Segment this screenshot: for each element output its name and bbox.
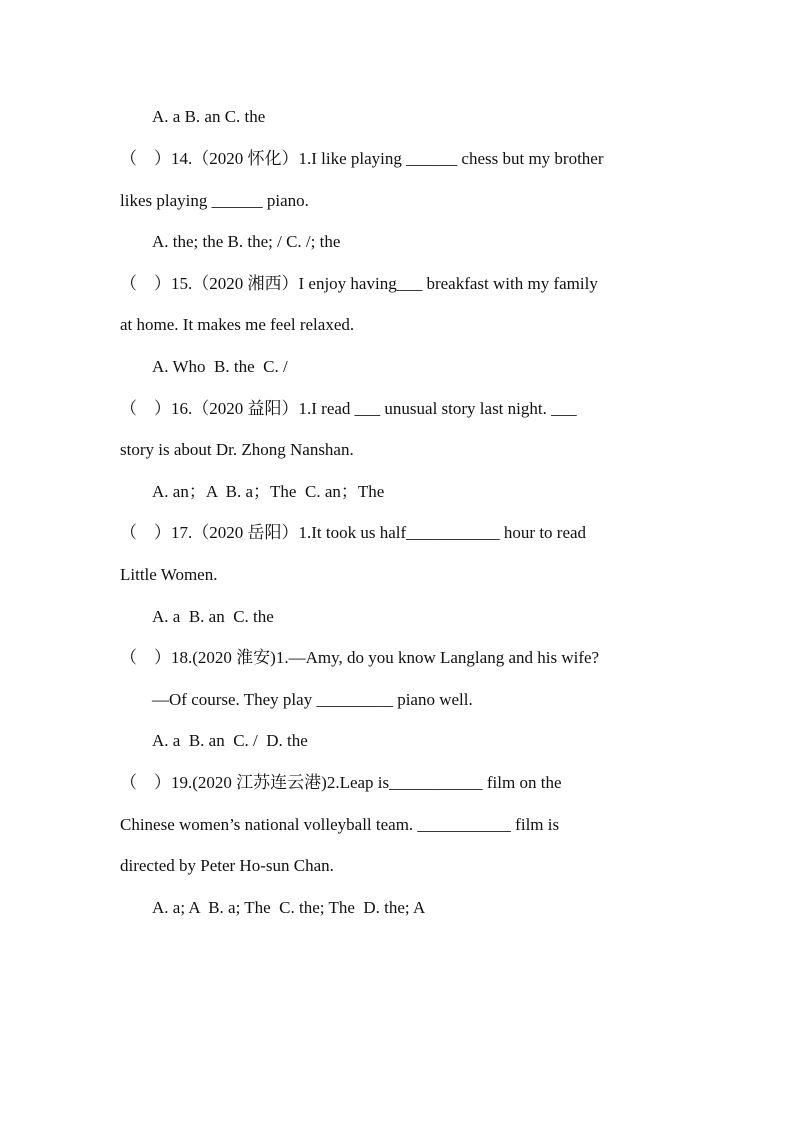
question-19-line-1: （ ）19.(2020 江苏连云港)2.Leap is___________ film on the [120,773,562,792]
option-line-18: A. a B. an C. / D. the [152,731,308,750]
option-line-14: A. the; the B. the; / C. /; the [152,232,341,251]
option-line-13: A. a B. an C. the [152,107,266,126]
question-17-line-2: Little Women. [120,565,218,584]
option-line-16: A. an；A B. a；The C. an；The [152,482,385,501]
question-14-line-2: likes playing ______ piano. [120,191,309,210]
option-line-17: A. a B. an C. the [152,607,274,626]
question-18-line-1: （ ）18.(2020 淮安)1.—Amy, do you know Langlang and his wife? [120,648,600,667]
option-line-15: A. Who B. the C. / [152,357,288,376]
question-15-line-1: （ ）15.（2020 湘西）I enjoy having___ breakfast with my family [120,274,598,293]
question-16-line-2: story is about Dr. Zhong Nanshan. [120,440,354,459]
question-19-line-2: Chinese women’s national volleyball team. ___________ film is [120,815,560,834]
question-17-line-1: （ ）17.（2020 岳阳）1.It took us half___________ hour to read [120,523,587,542]
question-18-line-2: —Of course. They play _________ piano well. [152,690,473,709]
question-15-line-2: at home. It makes me feel relaxed. [120,315,355,334]
question-14-line-1: （ ）14.（2020 怀化）1.I like playing ______ chess but my brother [120,149,604,168]
question-16-line-1: （ ）16.（2020 益阳）1.I read ___ unusual story last night. ___ [120,399,577,418]
option-line-19: A. a; A B. a; The C. the; The D. the; A [152,898,426,917]
question-19-line-3: directed by Peter Ho-sun Chan. [120,856,334,875]
